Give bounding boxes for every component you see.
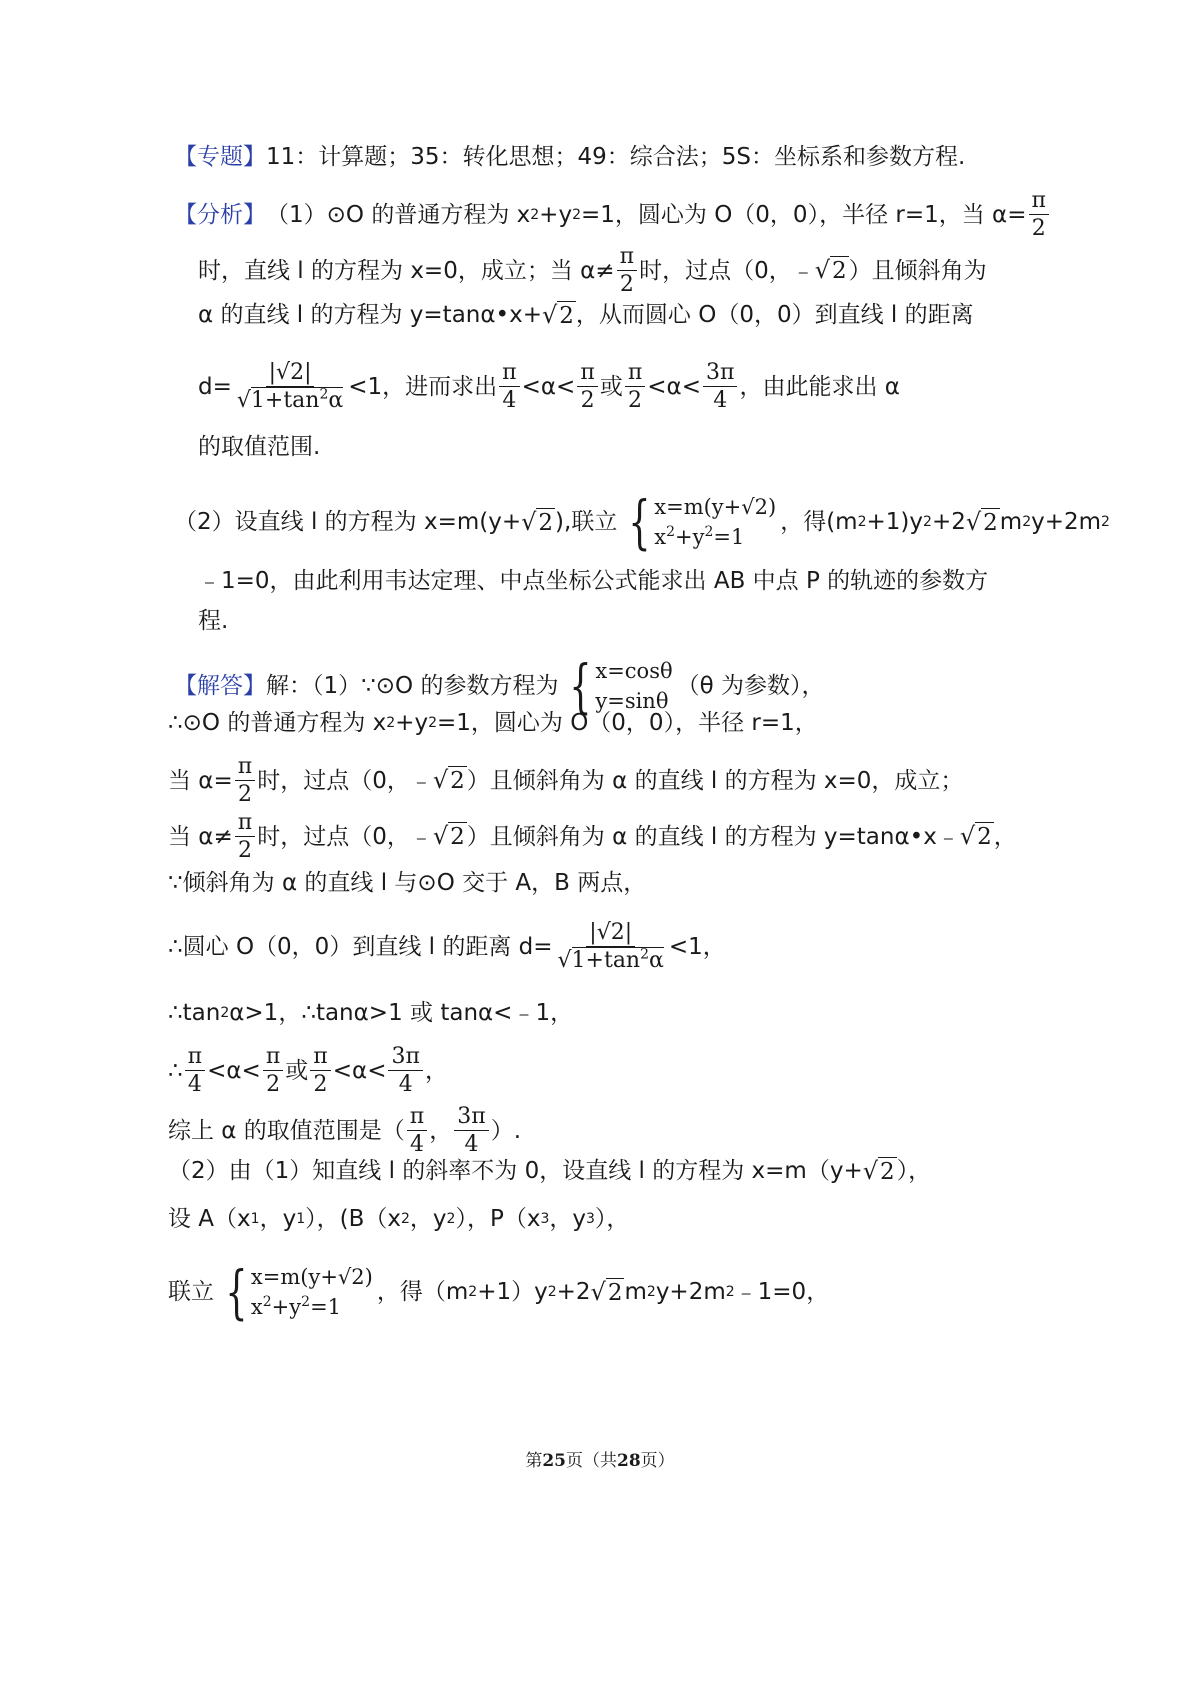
analysis-text: +1)y xyxy=(866,509,924,535)
solution-text: ）， xyxy=(896,1158,932,1184)
distance-fraction xyxy=(555,920,667,973)
denominator: 2 xyxy=(580,388,595,413)
radicand: 1+tan xyxy=(250,388,320,413)
analysis-tag: 【分析】 xyxy=(174,201,266,228)
radical-sign: √ xyxy=(590,1277,606,1306)
solution-line-11: 设 A（x 1 ，y 1 ），(B（x 2 ，y 2 ），P（x 3 ，y 3 ）， xyxy=(168,1206,630,1232)
fraction xyxy=(625,360,645,413)
analysis-text: ，由此能求出 α xyxy=(739,373,900,400)
left-brace: { xyxy=(628,488,651,556)
sys-text: =1 xyxy=(713,525,745,549)
sqrt-two xyxy=(433,766,467,795)
denominator: 2 xyxy=(237,782,252,807)
solution-text: 时，过点（0，﹣ xyxy=(257,823,433,850)
radical-sign: √ xyxy=(236,388,251,413)
radical-sign: √ xyxy=(521,507,537,536)
sqrt-two xyxy=(521,508,555,537)
denominator: 2 xyxy=(619,272,634,297)
solution-text: 综上 α 的取值范围是（ xyxy=(168,1117,405,1144)
footer-text: 第 xyxy=(525,1451,543,1471)
denominator: 2 xyxy=(1031,216,1046,241)
fraction xyxy=(235,810,255,863)
system-row-2 xyxy=(654,522,776,552)
numerator: π xyxy=(235,754,255,781)
sys-text: =1 xyxy=(310,1295,342,1319)
denominator: 2 xyxy=(266,1072,281,1097)
solution-text: ∴ xyxy=(168,1057,183,1084)
analysis-line-8 xyxy=(198,606,228,636)
analysis-text: （2）设直线 l 的方程为 x=m(y+ xyxy=(174,509,522,535)
denominator: 4 xyxy=(398,1072,413,1097)
denominator: 4 xyxy=(502,388,517,413)
fraction xyxy=(310,1044,330,1097)
sqrt-two xyxy=(966,508,1000,537)
analysis-text: 程. xyxy=(198,608,229,634)
analysis-text: =1，圆心为 O（0，0），半径 r=1，当 α= xyxy=(580,201,1027,228)
radicand: 2 xyxy=(832,258,847,284)
radicand: 2 xyxy=(538,509,554,536)
solution-line-9 xyxy=(168,1104,521,1157)
radicand-alpha: α xyxy=(649,948,664,973)
analysis-text: ）且倾斜角为 xyxy=(848,257,987,284)
numerator: π xyxy=(310,1044,330,1071)
radicand: 2 xyxy=(559,302,574,329)
analysis-text: +y xyxy=(539,201,573,228)
radicand: 2 xyxy=(450,824,465,850)
solution-line-4 xyxy=(168,810,1017,863)
numerator: π xyxy=(263,1044,283,1071)
radicand: 2 xyxy=(607,1279,623,1306)
solution-text: <α< xyxy=(207,1057,261,1084)
numerator: 3π xyxy=(388,1044,422,1071)
fraction xyxy=(1029,188,1049,241)
solution-line-10 xyxy=(168,1156,931,1186)
denominator: 4 xyxy=(464,1132,479,1157)
solution-text: α>1，∴tanα>1 或 tanα<﹣1， xyxy=(229,1000,574,1026)
analysis-text: （1）⊙O 的普通方程为 x xyxy=(266,201,531,228)
sys-text: +y xyxy=(271,1295,302,1319)
solution-text: =1，圆心为 O（0，0），半径 r=1， xyxy=(436,710,818,736)
solution-text: ，y xyxy=(549,1206,586,1232)
left-brace: { xyxy=(225,1258,248,1326)
system-row-1: x=m(y+√2) xyxy=(250,1265,373,1289)
radical-sign: √ xyxy=(432,822,449,850)
footer-text: 页） xyxy=(640,1451,675,1471)
numerator: |√2| xyxy=(586,920,635,947)
analysis-text: d= xyxy=(198,373,232,400)
analysis-text: ，从而圆心 O（0，0）到直线 l 的距离 xyxy=(575,302,974,328)
solution-line-6 xyxy=(168,920,726,973)
numerator: π xyxy=(577,360,597,387)
radicand: 2 xyxy=(880,1158,895,1185)
analysis-text: 或 xyxy=(599,373,623,400)
solution-text: ），(B（x xyxy=(305,1206,401,1232)
sqrt-two xyxy=(433,822,467,851)
fraction xyxy=(454,1104,488,1157)
topic-tag: 【专题】 xyxy=(174,144,266,170)
solution-text: +1）y xyxy=(477,1279,548,1305)
solution-text: ， xyxy=(429,1117,453,1144)
analysis-text: ﹣1=0，由此利用韦达定理、中点坐标公式能求出 AB 中点 P 的轨迹的参数方 xyxy=(198,568,989,594)
solution-text: ，y xyxy=(259,1206,297,1232)
numerator: π xyxy=(185,1044,205,1071)
denominator: 2 xyxy=(313,1072,328,1097)
fraction xyxy=(263,1044,283,1097)
denominator xyxy=(234,387,346,413)
numerator: |√2| xyxy=(266,360,315,387)
solution-text: <α< xyxy=(332,1057,387,1084)
radical-sign: √ xyxy=(432,766,449,794)
radicand-alpha: α xyxy=(328,388,344,413)
analysis-text: 时，过点（0，﹣ xyxy=(639,257,815,284)
parametric-system xyxy=(562,652,673,720)
denominator: 4 xyxy=(713,388,728,413)
solution-text: +y xyxy=(395,710,429,736)
system-row-2: y=sinθ xyxy=(595,689,669,713)
numerator: π xyxy=(235,810,255,837)
solution-text: 设 A（x xyxy=(168,1206,251,1232)
left-brace: { xyxy=(569,652,592,720)
radicand: 2 xyxy=(977,824,992,850)
solution-text: ，y xyxy=(409,1206,447,1232)
analysis-line-6: （2）设直线 l 的方程为 x=m(y+ √ 2 ),联立 { x=m(y+√2) $x^2+y^2=1$ ，得(m 2 +1)y 2 +2 √ 2 m 2 y+2m 2 xyxy=(174,488,1110,556)
system-row-1: x=cosθ xyxy=(595,659,673,683)
solution-text: 解：（1）∵⊙O 的参数方程为 xyxy=(266,673,559,699)
superscript: 2 xyxy=(301,1294,311,1310)
denominator: 2 xyxy=(237,838,252,863)
numerator: π xyxy=(625,360,645,387)
analysis-line-4 xyxy=(198,360,900,413)
numerator: π xyxy=(617,244,637,271)
fraction xyxy=(499,360,519,413)
radicand: 2 xyxy=(450,768,465,794)
fraction xyxy=(703,360,737,413)
analysis-text: α 的直线 l 的方程为 y=tanα•x+ xyxy=(198,302,542,328)
sqrt-two xyxy=(863,1157,897,1186)
analysis-line-1: 【分析】 （1）⊙O 的普通方程为 x 2 +y 2 =1，圆心为 O（0，0），半径 r=1，当 α= $\frac{\pi}{2}$ xyxy=(174,188,1051,241)
numerator: 3π xyxy=(454,1104,488,1131)
page-footer xyxy=(0,1446,1200,1471)
solution-line-12: 联立 { x=m(y+√2) $x^2+y^2=1$ ，得（m 2 +1）y 2 +2 √ 2 m 2 y+2m 2 ﹣1=0， xyxy=(168,1258,830,1326)
system-row-1: x=m(y+√2) xyxy=(654,495,777,519)
denominator: 4 xyxy=(410,1132,425,1157)
numerator: π xyxy=(407,1104,427,1131)
solution-text: （2）由（1）知直线 l 的斜率不为 0，设直线 l 的方程为 x=m（y+ xyxy=(168,1158,863,1184)
analysis-text: <α< xyxy=(521,373,576,400)
radicand: 2 xyxy=(983,509,998,536)
solution-text: 当 α= xyxy=(168,767,233,794)
analysis-text: 的取值范围. xyxy=(198,434,321,460)
analysis-line-7 xyxy=(198,566,988,596)
radical-sign: √ xyxy=(959,822,976,850)
fraction xyxy=(407,1104,427,1157)
analysis-text: ),联立 xyxy=(555,509,618,535)
solution-line-3 xyxy=(168,754,963,807)
analysis-text: <1，进而求出 xyxy=(348,373,498,400)
analysis-line-5 xyxy=(198,432,320,462)
denominator xyxy=(555,947,667,973)
solution-text: ）， xyxy=(594,1206,630,1232)
sys-text: x xyxy=(250,1295,263,1319)
radical-sign: √ xyxy=(557,948,572,973)
solution-line-1 xyxy=(174,652,825,720)
sqrt-two xyxy=(542,301,576,330)
solution-text: 当 α≠ xyxy=(168,823,233,850)
system-row-2 xyxy=(251,1292,373,1322)
topic-line xyxy=(174,142,965,172)
fraction xyxy=(185,1044,205,1097)
superscript: 2 xyxy=(704,524,714,540)
solution-text: ， xyxy=(424,1057,448,1084)
topic-text: 11：计算题；35：转化思想；49：综合法；5S：坐标系和参数方程. xyxy=(266,144,966,170)
solution-line-5 xyxy=(168,868,646,898)
solution-text: 或 xyxy=(285,1057,309,1084)
solution-line-2: ∴⊙O 的普通方程为 x 2 +y 2 =1，圆心为 O（0，0），半径 r=1， xyxy=(168,710,818,736)
analysis-text: ，得(m xyxy=(780,509,858,535)
solution-text: 时，过点（0，﹣ xyxy=(257,767,433,794)
solution-text: ）且倾斜角为 α 的直线 l 的方程为 x=0，成立； xyxy=(466,767,964,794)
superscript: 2 xyxy=(640,946,650,963)
radical-sign: √ xyxy=(814,256,830,284)
solution-text: ， xyxy=(993,823,1017,850)
radicand: 1+tan xyxy=(571,948,641,973)
sqrt-two xyxy=(815,256,849,285)
sqrt-two xyxy=(591,1278,625,1307)
sys-text: +y xyxy=(675,525,705,549)
solution-text: ﹣1=0， xyxy=(734,1279,830,1305)
analysis-text: 时，直线 l 的方程为 x=0，成立；当 α≠ xyxy=(198,257,615,284)
solution-text: ），P（x xyxy=(455,1206,541,1232)
solution-tag: 【解答】 xyxy=(174,673,266,699)
fraction xyxy=(617,244,637,297)
solution-line-7: ∴tan 2 α>1，∴tanα>1 或 tanα<﹣1， xyxy=(168,1000,574,1026)
page-number: 25 xyxy=(542,1451,566,1471)
superscript: 2 xyxy=(262,1294,272,1310)
solution-text: y+2m xyxy=(655,1279,726,1305)
solution-text: ∴tan xyxy=(168,1000,221,1026)
solution-text: ∴圆心 O（0，0）到直线 l 的距离 d= xyxy=(168,933,553,960)
numerator: π xyxy=(499,360,519,387)
equation-system xyxy=(621,488,777,556)
radical-sign: √ xyxy=(862,1156,879,1185)
analysis-line-2 xyxy=(198,244,987,297)
solution-text: ∴⊙O 的普通方程为 x xyxy=(168,710,387,736)
solution-text: ，得（m xyxy=(376,1279,469,1305)
fraction xyxy=(577,360,597,413)
analysis-line-3 xyxy=(198,300,974,330)
radical-sign: √ xyxy=(965,507,982,536)
solution-text: +2 xyxy=(556,1279,591,1305)
superscript: 2 xyxy=(319,386,329,403)
sqrt-two xyxy=(960,822,994,851)
numerator: π xyxy=(1029,188,1049,215)
fraction xyxy=(388,1044,422,1097)
footer-text: 页（共 xyxy=(566,1451,617,1471)
sys-text: x xyxy=(654,525,667,549)
solution-text: ∵倾斜角为 α 的直线 l 与⊙O 交于 A，B 两点， xyxy=(168,870,647,896)
solution-text: ）且倾斜角为 α 的直线 l 的方程为 y=tanα•x﹣ xyxy=(466,823,960,850)
solution-text: m xyxy=(624,1279,647,1305)
numerator: 3π xyxy=(703,360,737,387)
analysis-text: +2 xyxy=(931,509,966,535)
total-pages: 28 xyxy=(617,1451,641,1471)
solution-text: <1， xyxy=(668,933,726,960)
solution-text: 联立 xyxy=(168,1279,214,1305)
fraction xyxy=(235,754,255,807)
radical-sign: √ xyxy=(541,300,558,329)
analysis-text: m xyxy=(999,509,1023,535)
distance-fraction xyxy=(234,360,346,413)
analysis-text: <α< xyxy=(647,373,701,400)
solution-line-8 xyxy=(168,1044,448,1097)
analysis-text: y+2m xyxy=(1031,509,1102,535)
solution-text: （θ 为参数）， xyxy=(676,673,825,699)
superscript: 2 xyxy=(666,524,676,540)
equation-system xyxy=(218,1258,373,1326)
denominator: 2 xyxy=(628,388,643,413)
denominator: 4 xyxy=(187,1072,202,1097)
solution-text: ）. xyxy=(490,1117,522,1144)
